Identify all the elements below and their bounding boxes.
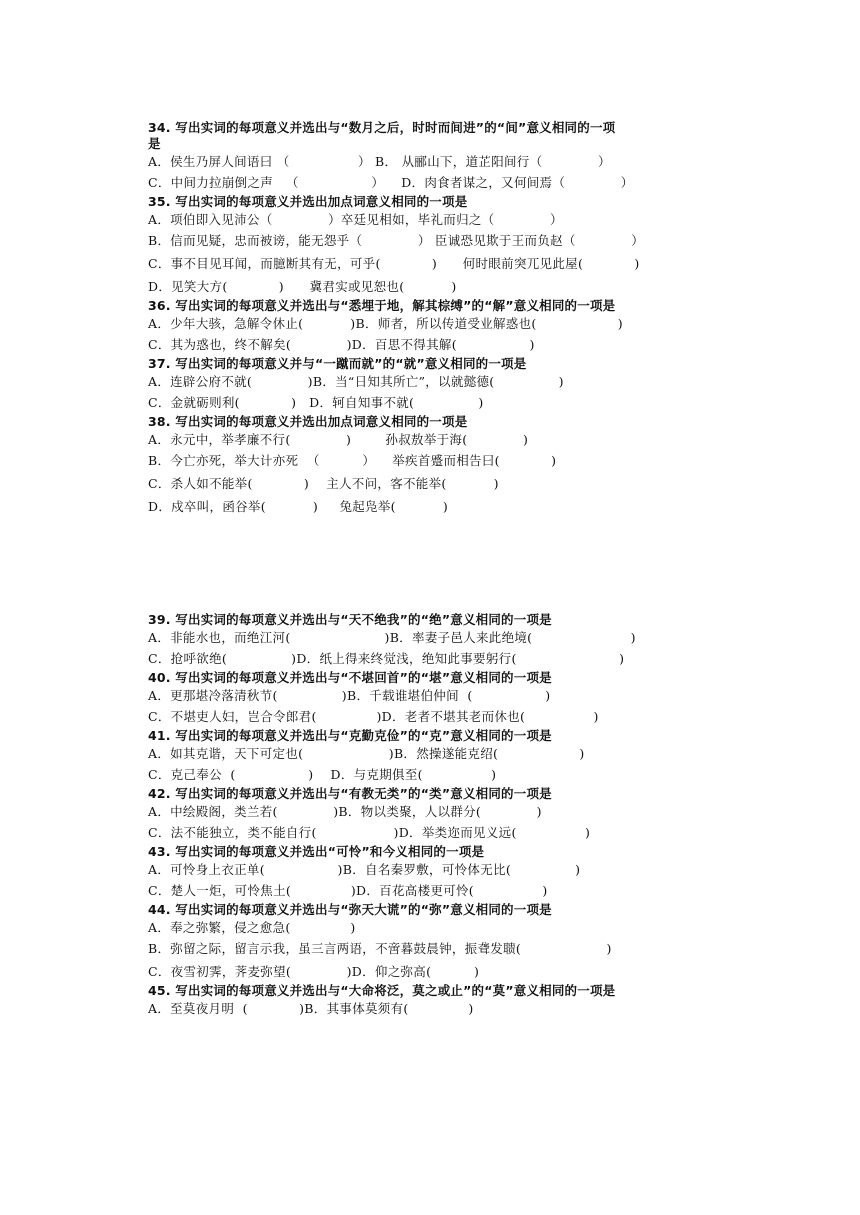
option-line: C．金就砺则利( ) D．轲自知事不就( ): [148, 395, 484, 410]
option-line: C．法不能独立，类不能自行( )D．举类迩而见义远( ): [148, 825, 591, 840]
question-title: 43. 写出实词的每项意义并选出“可怜”和今义相同的一项是: [148, 844, 485, 859]
question-block: [148, 786, 728, 844]
question-block: [148, 414, 728, 518]
question-title: 38. 写出实词的每项意义并选出加点词意义相同的一项是: [148, 414, 468, 429]
question-block: [148, 612, 728, 670]
option-line: A．奉之弥繁，侵之愈急( ): [148, 920, 356, 935]
question-title: 37. 写出实词的每项意义并与“一蹴而就”的“就”意义相同的一项是: [148, 356, 527, 371]
option-line: C．抢呼欲绝( )D．纸上得来终觉浅，绝知此事要躬行( ): [148, 651, 625, 666]
option-line: A．少年大骇，急解令休止( )B．师者，所以传道受业解惑也( ): [148, 316, 623, 331]
option-line: B．弥留之际，留言示我，虽三言两语，不啻暮鼓晨钟，振聋发聩( ): [148, 941, 612, 956]
option-line: C．克己奉公 ( ) D．与克期俱至( ): [148, 767, 497, 782]
option-line: C．中间力拉崩倒之声 （ ） D．肉食者谋之，又何间焉（ ）: [148, 175, 634, 190]
question-title: 44. 写出实词的每项意义并选出与“弥天大谎”的“弥”意义相同的一项是: [148, 902, 552, 917]
question-block: [148, 902, 728, 983]
question-block: [148, 356, 728, 414]
question-title: 39. 写出实词的每项意义并选出与“天不绝我”的“绝”意义相同的一项是: [148, 612, 552, 627]
option-line: A．项伯即入见沛公（ ）卒廷见相如，毕礼而归之（ ）: [148, 212, 563, 227]
option-line: A．非能水也，而绝江河( )B．率妻子邑人来此绝境( ): [148, 630, 636, 645]
option-line: A．如其克谐，天下可定也( )B．然操遂能克绍( ): [148, 746, 585, 761]
question-title: 45. 写出实词的每项意义并选出与“大命将泛，莫之或止”的“莫”意义相同的一项是: [148, 983, 616, 998]
question-title: 35. 写出实词的每项意义并选出加点词意义相同的一项是: [148, 194, 468, 209]
question-title: 42. 写出实词的每项意义并选出与“有教无类”的“类”意义相同的一项是: [148, 786, 552, 801]
question-title: 34. 写出实词的每项意义并选出与“数月之后，时时而间进”的“间”意义相同的一项: [148, 120, 616, 135]
option-line: B．信而见疑，忠而被谤，能无怨乎（ ） 臣诚恐见欺于王而负赵（ ）: [148, 233, 645, 248]
question-block: [148, 298, 728, 356]
question-block: [148, 844, 728, 902]
option-line: C．事不目见耳闻，而臆断其有无，可乎( ) 何时眼前突兀见此屋( ): [148, 256, 640, 271]
question-block: [148, 983, 728, 1018]
question-group-1: [148, 120, 728, 518]
question-block: [148, 670, 728, 728]
option-line: D．戍卒叫，函谷举( ) 兔起凫举( ): [148, 499, 449, 514]
question-block: [148, 194, 728, 298]
question-title: 40. 写出实词的每项意义并选出与“不堪回首”的“堪”意义相同的一项是: [148, 670, 552, 685]
option-line: C．楚人一炬，可怜焦土( )D．百花高楼更可怜( ): [148, 883, 548, 898]
option-line: A．侯生乃屏人间语曰 （ ） B． 从郦山下，道芷阳间行（ ）: [148, 154, 611, 169]
question-group-2: [148, 612, 728, 1018]
option-line: A．至莫夜月明 ( )B．其事体莫须有( ): [148, 1001, 474, 1016]
question-title: 41. 写出实词的每项意义并选出与“克勤克俭”的“克”意义相同的一项是: [148, 728, 552, 743]
option-line: C．不堪吏人妇，岂合令郎君( )D．老者不堪其老而休也( ): [148, 709, 599, 724]
option-line: A．连辟公府不就( )B．当“日知其所亡”，以就懿德( ): [148, 374, 564, 389]
option-line: A．中绘殿阁，类兰若( )B．物以类聚，人以群分( ): [148, 804, 542, 819]
option-line: D．见笑大方( ) 冀君实或见恕也( ): [148, 279, 457, 294]
question-title: 36. 写出实词的每项意义并选出与“悉埋于地，解其棕缚”的“解”意义相同的一项是: [148, 298, 616, 313]
option-line: B．今亡亦死，举大计亦死 （ ） 举疾首蹙而相告曰( ): [148, 453, 557, 468]
option-line: C．杀人如不能举( ) 主人不问，客不能举( ): [148, 476, 499, 491]
option-line: A．更那堪冷落清秋节( )B．千载谁堪伯仲间 ( ): [148, 688, 551, 703]
option-line: C．夜雪初霁，荠麦弥望( )D．仰之弥高( ): [148, 964, 480, 979]
question-block: [148, 728, 728, 786]
option-line: A．永元中，举孝廉不行( ) 孙叔敖举于海( ): [148, 432, 529, 447]
option-line: A．可怜身上衣正单( )B．自名秦罗敷，可怜体无比( ): [148, 862, 581, 877]
question-block: [148, 120, 728, 194]
option-line: C．其为惑也，终不解矣( )D．百思不得其解( ): [148, 337, 535, 352]
question-title-continuation: 是: [148, 136, 161, 151]
